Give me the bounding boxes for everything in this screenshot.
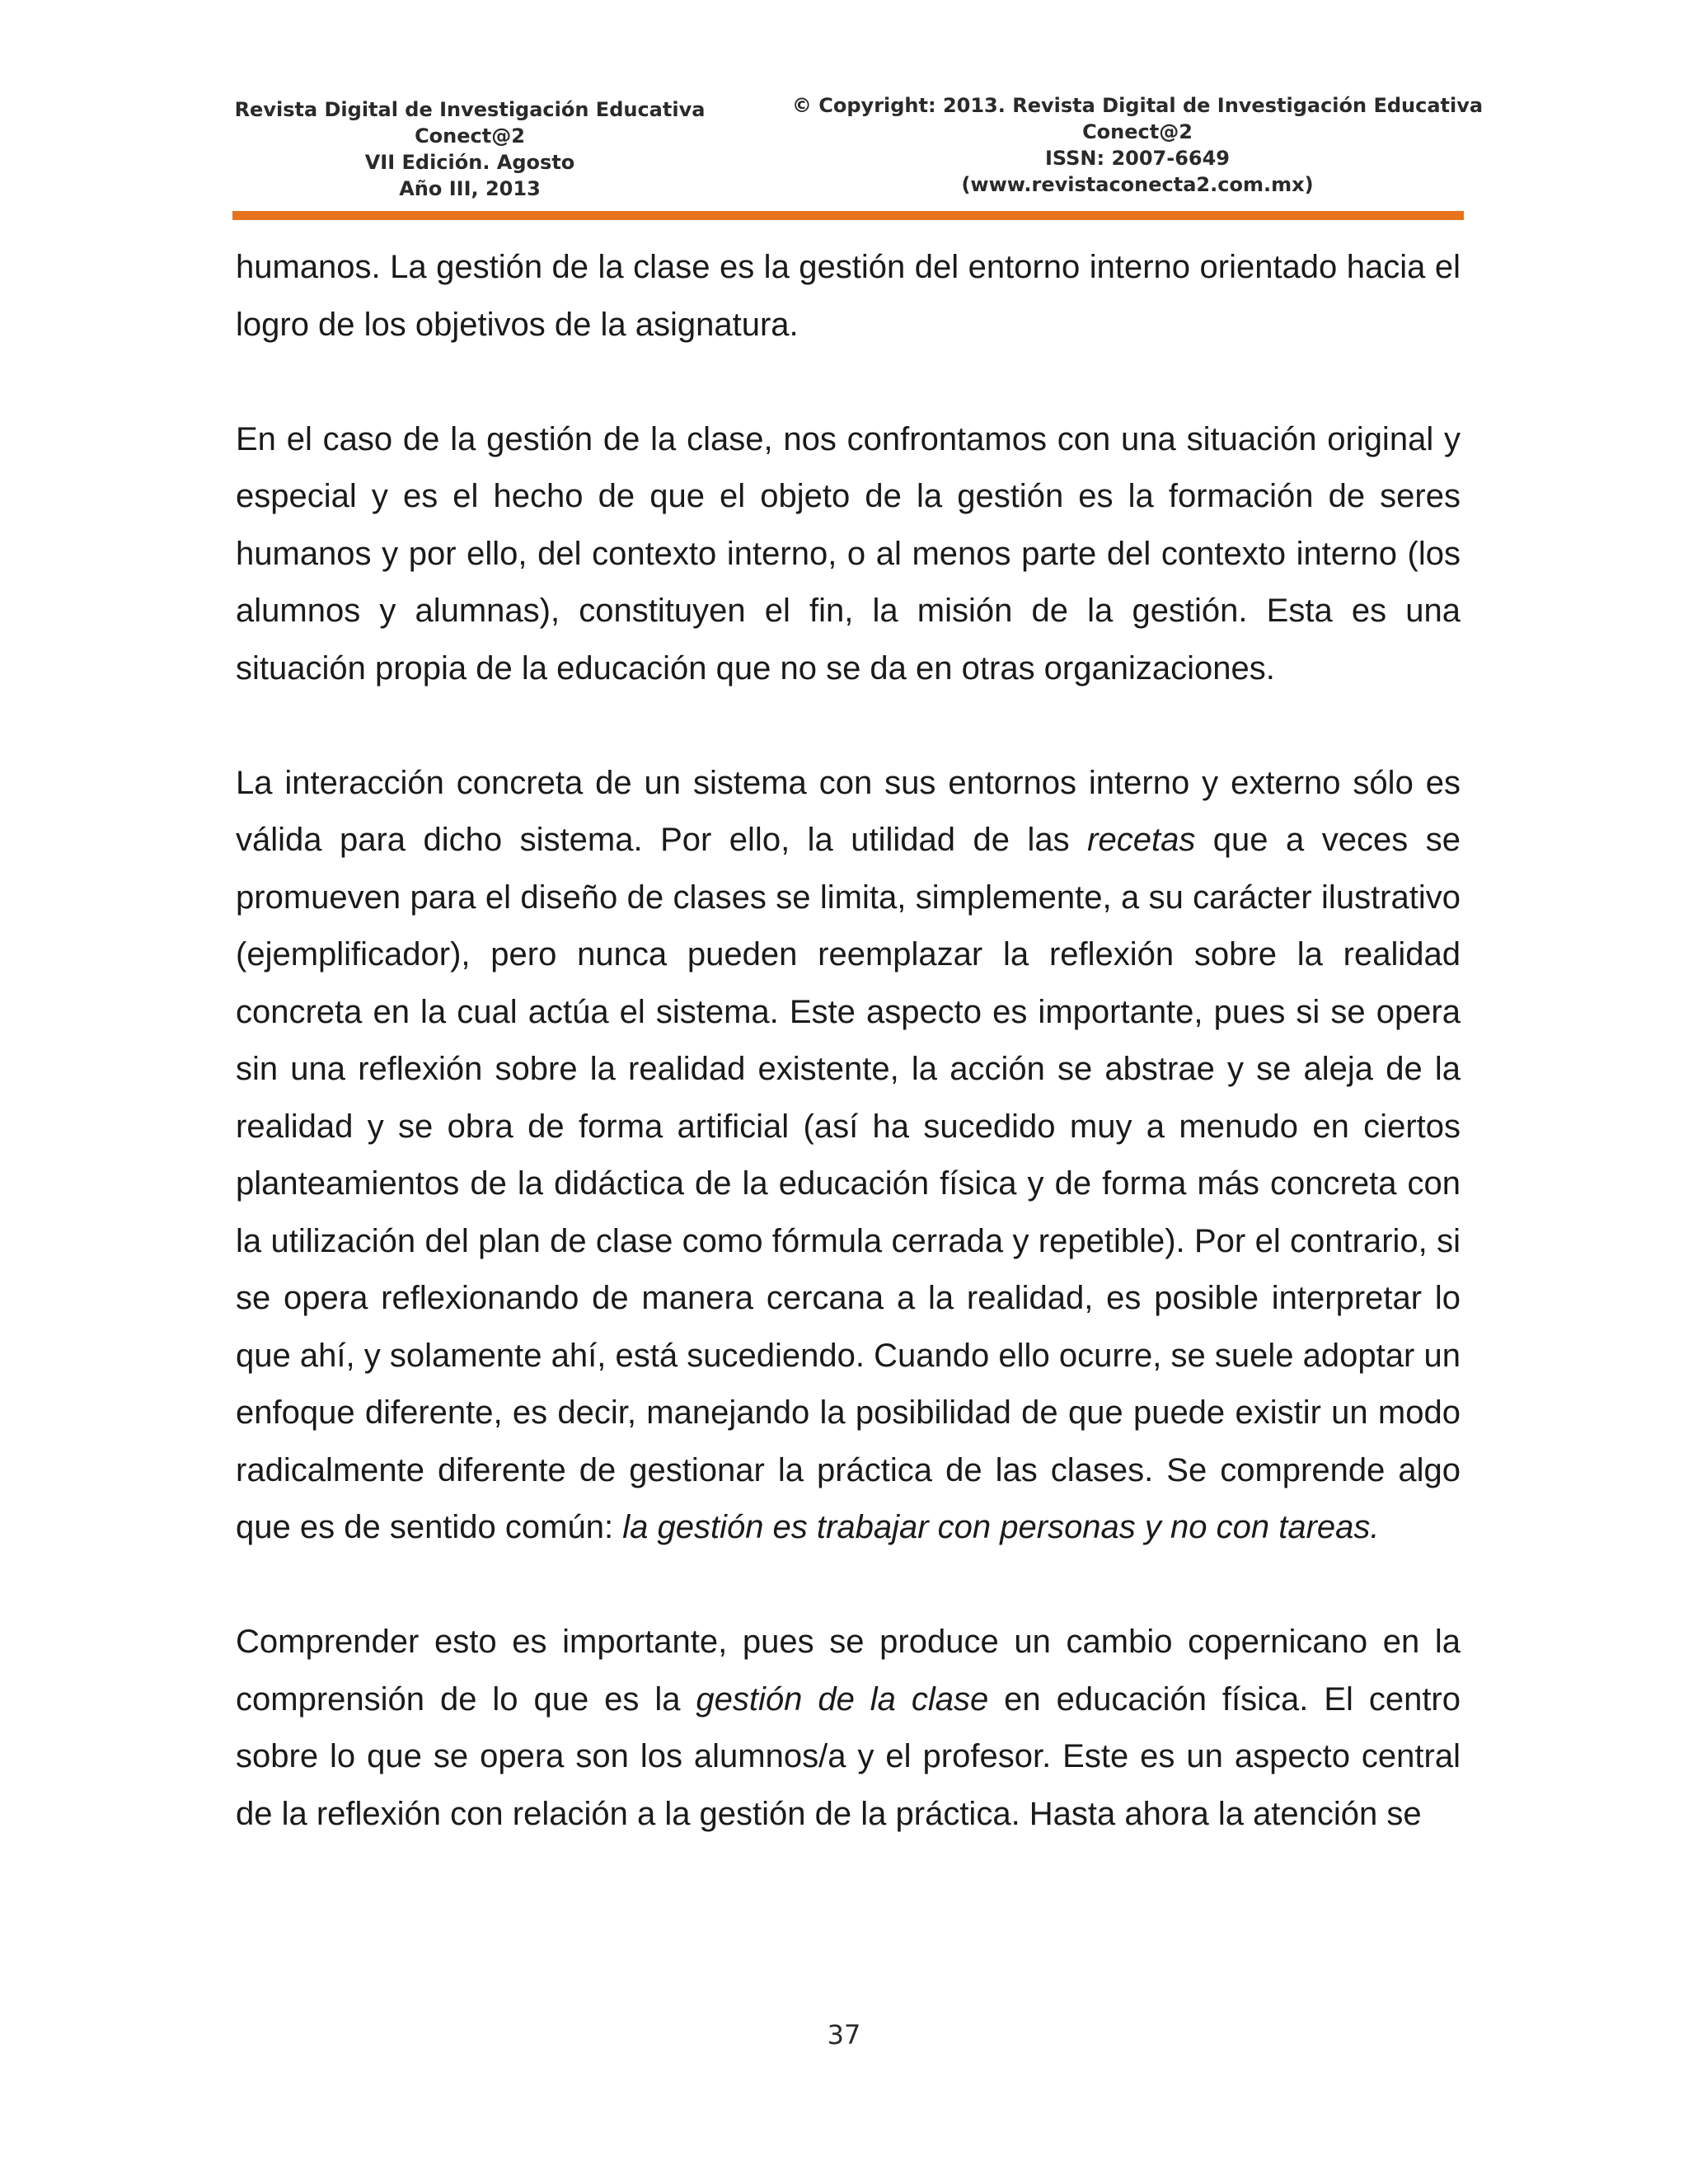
issn: ISSN: 2007-6649 xyxy=(1044,147,1230,170)
journal-header-left xyxy=(231,96,709,202)
journal-name-right: Conect@2 xyxy=(1082,120,1193,143)
paragraph-3-italic-recetas: recetas xyxy=(1087,822,1196,858)
paragraph-3-text-c: que a veces se promueven para el diseño de clases se limita, simplemente, a su carácter ilustrativo (ejemplificador), pero nunca pueden reemplazar la reflexión sobre la realidad concreta en la cual actúa el sistema. Este aspecto es importante, pues si se opera sin una reflexión sobre la realidad existente, la acción se abstrae y se aleja de la realidad y se obra de forma artificial (así ha sucedido muy a menudo en ciertos planteamientos de la didáctica de la educación física y de forma más concreta con la utilización del plan de clase como fórmula cerrada y repetible). Por el contrario, si se opera reflexionando de manera cercana a la realidad, es posible interpretar lo que ahí, y solamente ahí, está sucediendo. Cuando ello ocurre, se suele adoptar un enfoque diferente, es decir, manejando la posibilidad de que puede existir un modo radicalmente diferente de gestionar la práctica de las clases. Se comprende algo que es de sentido común: xyxy=(236,822,1461,1545)
paragraph-4-text-a: Comprender esto es importante, pues se produce un cambio copernicano en la comprensión de lo que es la xyxy=(236,1624,1461,1718)
journal-title: Revista Digital de Investigación Educativa xyxy=(234,98,706,121)
paragraph-1: humanos. La gestión de la clase es la gestión del entorno interno orientado hacia el logro de los objetivos de la asignatura. xyxy=(236,249,1461,343)
website: (www.revistaconecta2.com.mx) xyxy=(961,173,1314,196)
edition: VII Edición. Agosto xyxy=(364,151,575,174)
paragraph-2: En el caso de la gestión de la clase, nos confrontamos con una situación original y especial y es el hecho de que el objeto de la gestión es la formación de seres humanos y por ello, del contexto interno, o al menos parte del contexto interno (los alumnos y alumnas), constituyen el fin, la misión de la gestión. Esta es una situación propia de la educación que no se da en otras organizaciones. xyxy=(236,420,1461,687)
paragraph-4 xyxy=(236,1614,1461,1843)
header-divider xyxy=(232,211,1464,220)
article-body xyxy=(236,239,1461,1843)
journal-header-right xyxy=(791,92,1484,198)
paragraph-3-text-a: La interacción concreta de un sistema con sus entornos interno y externo sólo es válida para dicho sistema. Por ello, la utilidad de las xyxy=(236,764,1461,858)
paragraph-4-text-c: en educación física. El centro sobre lo que se opera son los alumnos/a y el profesor. Este es un aspecto central de la reflexión con relación a la gestión de la práctica. Hasta ahora la atención se xyxy=(236,1680,1461,1832)
paragraph-3 xyxy=(236,755,1461,1557)
paragraph-4-italic-gestion: gestión de la clase xyxy=(696,1680,989,1718)
year: Año III, 2013 xyxy=(399,177,541,200)
journal-name: Conect@2 xyxy=(415,124,525,148)
page-number: 37 xyxy=(827,2019,861,2050)
paragraph-3-italic-conclusion: la gestión es trabajar con personas y no con tareas. xyxy=(622,1509,1380,1545)
copyright-line: © Copyright: 2013. Revista Digital de Investigación Educativa xyxy=(791,94,1484,117)
